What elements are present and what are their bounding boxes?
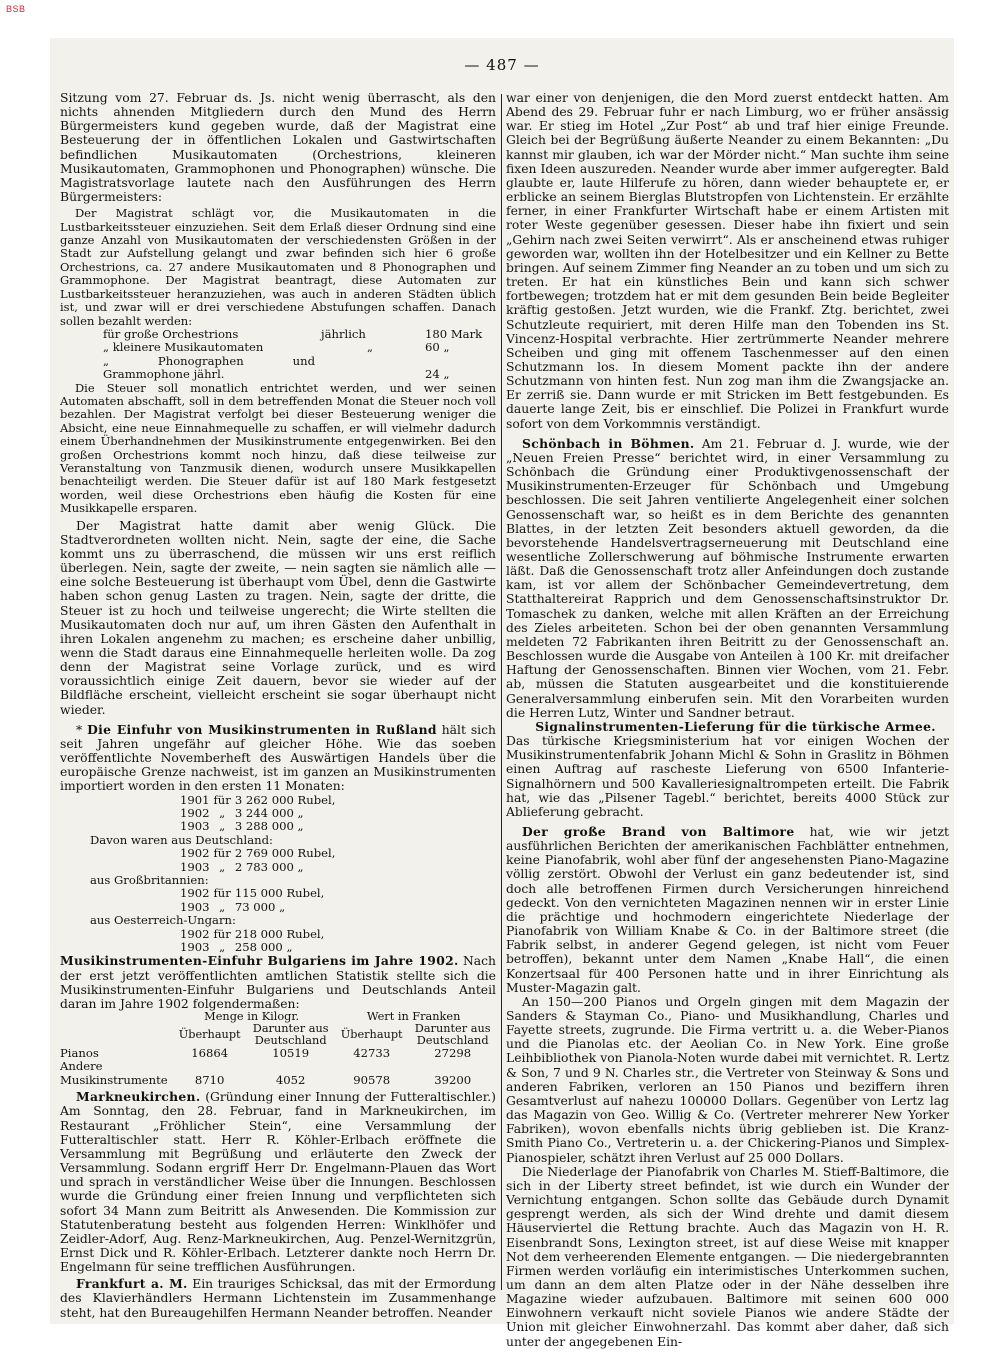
table-row: Menge in Kilogr. Wert in Franken xyxy=(204,1010,461,1024)
section-heading: Schönbach in Böhmen. xyxy=(522,435,695,451)
section-heading: Die Einfuhr von Musikinstrumenten in Rußland xyxy=(87,721,437,737)
article-schoenbach: Schönbach in Böhmen. Am 21. Februar d. J. wurde, wie der „Neuen Freien Presse“ berichtet wird, in einer Versammlung zu Schönbach die Gründung einer Produktivgenossenschaft der Musikinstrumenten-Erzeuger für Schönbach und Umgebung beschlossen. Die seit Jahren ventilierte Angelegenheit einer solchen Genossenschaft war, so heißt es in dem Berichte des genannten Blattes, in der letzten Zeit besonders aktuell geworden, da die bevorstehende Handelsvertragserneuerung mit Deutschland eine wesentliche Zollerschwerung auf böhmische Instrumente erwarten läßt. Daß die Genossenschaft trotz aller Anfeindungen doch zustande kam, ist vor allem der Schönbacher Gemeindevertretung, dem Statthaltereirat Rapprich und dem Genossenschaftsinstruktor Dr. Tomaschek zu danken, welche mit allen Kräften an der Erreichung des Zieles arbeiteten. Schon bei der oben genannten Versammlung meldeten 72 Fabrikanten ihren Beitritt zu der Genossenschaft an. Beschlossen wurde die Ausgabe von Anteilen à 100 Kr. mit dreifacher Haftung der Genossenschaften. Binnen vier Wochen, vom 21. Febr. ab, müssen die Statuten ausgearbeitet und die konstituierende Generalversammlung einberufen sein. Mit den Vorarbeiten wurden die Herren Lutz, Winter und Sandner betraut. xyxy=(506,435,949,720)
scanned-page xyxy=(50,38,954,1349)
article-baltimore: Der große Brand von Baltimore hat, wie wir jetzt ausführlichen Berichten der amerikanischen Fachblätter entnehmen, keine Pianofabrik, wohl aber fünf der angesehensten Piano-Magazine völlig zerstört. Obwohl der Verlust ein ganz bedeutender ist, sind doch alle betroffenen Firmen durch Versicherungen hinreichend gedeckt. Von den vernichteten Magazinen nennen wir in erster Linie die prächtige und hochmodern eingerichtete Niederlage der Pianofabrik von William Knabe & Co. in der Baltimore street (die Fabrik selbst, in anderer Gegend gelegen, ist nicht vom Feuer betroffen), bekannt unter dem Namen „Knabe Hall“, die einen Konzertsaal für 400 Personen hatte und in ihrer Einrichtung als Muster-Magazin galt. xyxy=(506,823,949,995)
article-paragraph: Sitzung vom 27. Februar ds. Js. nicht wenig überrascht, als den nichts ahnenden Mitgliedern durch den Mund des Herrn Bürgermeisters kund gegeben wurde, daß der Magistrat eine Besteuerung der in öffentlichen Lokalen und Gastwirtschaften befindlichen Musikautomaten (Orchestrions, kleineren Musikautomaten, Grammophonen und Phonographen) wünsche. Die Magistratsvorlage lautete nach den Ausführungen des Herrn Bürgermeisters: xyxy=(60,91,496,205)
table-row: 1902 für 218 000 Rubel, xyxy=(180,926,325,941)
article-markneukirchen: Markneukirchen. (Gründung einer Innung der Futteraltischler.) Am Sonntag, den 28. Februar, fand in Markneukirchen, im Restaurant „Fröhlicher Stein“, eine Versammlung der Futteraltischler statt. Herr R. Köhler-Erlbach eröffnete die Versammlung mit Begrüßung und erläuterte den Zweck der Versammlung. Sodann ergriff Herr Dr. Engelmann-Plauen das Wort und sprach in verständlicher Weise über die Innungen. Beschlossen wurde die Gründung einer freien Innung und verpflichteten sich sofort 34 Mann zum Beitritt als Anwesenden. Die Kommission zur Statutenberatung besteht aus folgenden Herren: Winklhöfer und Zeidler-Adorf, Aug. Renz-Markneukirchen, Aug. Penzel-Wernitzgrün, Ernst Dick und R. Köhler-Erlbach. Letzterer dankte noch Herrn Dr. Engelmann für seine trefflichen Ausführungen. xyxy=(60,1089,496,1275)
bulgaria-import-table xyxy=(60,1011,495,1087)
table-row: 1902 für 2 769 000 Rubel, xyxy=(180,846,336,861)
article-russia: * Die Einfuhr von Musikinstrumenten in Rußland hält sich seit Jahren ungefähr auf gleicher Höhe. Wie das soeben veröffentlichte Novemberheft des Auswärtigen Handels über die europäische Grenze nachweist, ist im ganzen an Musikinstrumenten importiert worden in den ersten 11 Monaten: xyxy=(60,721,496,794)
section-heading: Markneukirchen. xyxy=(76,1089,201,1105)
article-paragraph: An 150—200 Pianos und Orgeln gingen mit dem Magazin der Sanders & Stayman Co., Piano- und Musikhandlung, Charles und Fayette streets, zugrunde. Die Firma vertritt u. a. die Weber-Pianos und die Pianolas etc. der Aeolian Co. in New York. Eine große Leihbibliothek von Pianola-Noten wurde dabei mit vernichtet. R. Lertz & Son, 7 und 9 N. Charles str., die Vertreter von Steinway & Sons und anderen Fabriken, verloren an 150 Pianos und beziffern ihren Gesamtverlust auf nahezu 100000 Dollars. Gegenüber von Lertz lag das Magazin von Geo. Willig & Co. (Vertreter mehrerer New Yorker Fabriken), wovon ebenfalls nichts übrig geblieben ist. Die Kranz-Smith Piano Co., Vertreterin u. a. der Chickering-Pianos und Simplex-Pianospieler, schätzt ihren Verlust auf 25 000 Dollars. xyxy=(506,994,949,1165)
table-row: 1903 „ 3 288 000 „ xyxy=(180,819,304,834)
library-watermark: BSB xyxy=(6,4,26,14)
section-heading: Frankfurt a. M. xyxy=(76,1276,188,1292)
article-paragraph: war einer von denjenigen, die den Mord zuerst entdeckt hatten. Am Abend des 29. Februar fuhr er nach Limburg, wo er früher ansässig war. Er stieg im Hotel „Zur Post“ ab und traf hier einige Freunde. Gleich bei der Begrüßung äußerte Neander zu einem Bekannten: „Du kannst mir glauben, ich war der Mörder nicht.“ Man suchte ihm seine fixen Ideen auszureden. Neander wurde aber immer aufgeregter. Bald glaubte er, laute Hilferufe zu hören, dann wieder behauptete er, er erblicke an seinem Bierglas Blutstropfen von Lichtenstein. Er erzählte ferner, in einer Frankfurter Wirtschaft habe er einem Artisten mit roter Weste gegenüber gesessen. Dieser habe ihn fixiert und sein „Gehirn nach zwei Seiten verwirrt“. Als er anscheinend etwas ruhiger geworden war, wollten ihn der Hotelbesitzer und ein Kellner zu Bette bringen. Auf seinem Zimmer fing Neander an zu toben und um sich zu treten. Er hat ein künstliches Bein und kann sich schwer fortbewegen; trotzdem hat er mit dem gesunden Bein beide Begleiter kräftig gestoßen. Jetzt wurden, wie die Frankf. Ztg. berichtet, zwei Schutzleute requiriert, mit deren Hilfe man den Tobenden ins St. Vincenz-Hospital verbrachte. Hier zertrümmerte Neander mehrere Scheiben und ging mit offenem Taschenmesser auf den einen Schutzmann los. In diesem Moment packte ihn der andere Schutzmann von hinten fest. Nun zog man ihm die Zwangsjacke an. Er zerriß sie. Dann wurde er mit Stricken im Bett festgebunden. Es dauerte lange Zeit, bis er einschlief. Die Polizei in Frankfurt wurde sofort von dem Vorkommnis verständigt. xyxy=(506,91,949,431)
table-row: „ Phonographen und Grammophone jährl. 24 „ xyxy=(103,353,450,382)
column-divider xyxy=(501,94,502,1290)
article-paragraph: Die Niederlage der Pianofabrik von Charles M. Stieff-Baltimore, die sich in der Liberty street befindet, ist wie durch ein Wunder der Vernichtung entgangen. Schon sollte das Gebäude durch Dynamit gesprengt werden, als sich der Wind drehte und damit diesem Häuserviertel die Rettung brachte. Auch das Magazin von H. R. Eisenbrandt Sons, Lexington street, ist auf diese Weise mit knapper Not dem verheerenden Elemente entgangen. — Die niedergebrannten Firmen werden vorläufig ein interimistisches Unterkommen suchen, um dann an dem alten Platze oder in der Nähe desselben ihre Magazine wieder aufzubauen. Baltimore mit seinen 600 000 Einwohnern verkauft nicht soviele Pianos wie andere Städte der Union mit gleicher Einwohnerzahl. Das kommt aber daher, daß sich unter der angegebenen Ein- xyxy=(506,1164,949,1349)
section-heading: Signalinstrumenten-Lieferung für die türkische Armee. xyxy=(535,718,936,734)
table-row: 1902 für 115 000 Rubel, xyxy=(180,886,325,901)
table-row: für große Orchestrions jährlich 180 Mark xyxy=(103,326,483,341)
table-row: Davon waren aus Deutschland: xyxy=(90,832,273,847)
quoted-proposal: Der Magistrat schlägt vor, die Musikautomaten in die Lustbarkeitssteuer einzuziehen. Seit dem Erlaß dieser Ordnung sind eine ganze Anzahl von Musikautomaten der verschiedensten Größen in der Stadt zur Aufstellung gelangt und zwar befinden sich hier 6 große Orchestrions, ca. 27 andere Musikautomaten und 8 Phonographen und Grammophone. Der Magistrat beantragt, diese Automaten zur Lustbarkeitssteuer heranzuziehen, was auch in anderen Städten üblich ist, und zwar will er drei verschiedene Abstufungen schaffen. Danach sollen bezahlt werden: xyxy=(60,206,496,328)
table-row: 1901 für 3 262 000 Rubel, xyxy=(180,792,336,807)
table-row: Andere Musikinstrumente 8710 4052 90578 39200 xyxy=(60,1059,472,1087)
table-row: 1902 „ 3 244 000 „ xyxy=(180,805,304,820)
right-column xyxy=(506,91,949,1349)
table-row: 1903 „ 73 000 „ xyxy=(180,899,286,914)
page-number: — 487 — xyxy=(464,56,540,74)
table-row: 1903 „ 2 783 000 „ xyxy=(180,859,304,874)
table-row: Überhaupt Darunter aus Deutschland Überhaupt Darunter aus Deutschland xyxy=(178,1022,491,1048)
article-paragraph: Das türkische Kriegsministerium hat vor einigen Wochen der Musikinstrumentenfabrik Johann Michl & Sohn in Graslitz in Böhmen einen Auftrag auf rascheste Lieferung von 6500 Infanterie-Signalhörnern und 500 Kavalleriesignaltrompeten erteilt. Die Fabrik hat, wie das „Pilsener Tagebl.“ berichtet, bereits 4000 Stück zur Ablieferung gebracht. xyxy=(506,734,949,819)
table-row: Pianos 16864 10519 42733 27298 xyxy=(60,1046,472,1061)
article-frankfurt: Frankfurt a. M. Ein trauriges Schicksal, das mit der Ermordung des Klavierhändlers Hermann Lichtenstein im Zusammenhange steht, hat den Bureaugehilfen Hermann Neander betroffen. Neander xyxy=(60,1276,496,1320)
section-heading: Der große Brand von Baltimore xyxy=(522,823,795,839)
article-paragraph: Der Magistrat hatte damit aber wenig Glück. Die Stadtverordneten wollten nicht. Nein, sagte der eine, die Sache kommt uns zu überraschend, die müssen wir uns erst reiflich überlegen. Nein, sagte der zweite, — nein sagten sie nämlich alle — eine solche Besteuerung ist überhaupt vom Übel, denn die Gastwirte haben schon genug Lasten zu tragen. Nein, sagte der dritte, die Steuer ist zu hoch und teilweise ungerecht; die Wirte stellten die Musikautomaten doch nur auf, um ihren Gästen den Aufenthalt in ihren Lokalen angenehm zu machen; es erscheine daher unbillig, wenn die Stadt daraus eine Einnahmequelle herleiten wolle. Da zog denn der Magistrat seine Vorlage zurück, und es wird voraussichtlich einige Zeit dauern, bevor sie wieder auf der Bildfläche erscheint, vielleicht erscheint sie sogar überhaupt nicht wieder. xyxy=(60,518,496,717)
table-row: aus Großbritannien: xyxy=(90,873,209,887)
article-bulgaria: Musikinstrumenten-Einfuhr Bulgariens im Jahre 1902. Nach der erst jetzt veröffentlichten amtlichen Statistik stellte sich die Musikinstrumenten-Einfuhr Bulgariens und Deutschlands Anteil daran im Jahre 1902 folgendermaßen: xyxy=(60,953,496,1011)
asterisk-mark: * xyxy=(76,722,83,737)
table-row: 1903 „ 258 000 „ xyxy=(180,940,293,955)
russia-import-table xyxy=(60,794,337,955)
table-row: „ kleinere Musikautomaten „ 60 „ xyxy=(103,340,450,355)
tax-rates-table xyxy=(100,328,485,382)
quoted-proposal: Die Steuer soll monatlich entrichtet werden, und wer seinen Automaten abschafft, soll in dem betreffenden Monat die Steuer noch voll bezahlen. Der Magistrat verfolgt bei dieser Besteuerung weniger die Absicht, eine neue Einnahmequelle zu schaffen, er will vielmehr dadurch einem Überhandnehmen der Musikinstrumente entgegenwirken. Bei den großen Orchestrions kommt noch hinzu, daß diese teilweise zur Veranstaltung von Tanzmusik dienen, wodurch unsere Musikkapellen benachteiligt werden. Die Steuer dafür ist auf 180 Mark festgesetzt worden, weil diese Orchestrions eben häufig die Kosten für eine Musikkapelle ersparen. xyxy=(60,380,496,516)
section-heading: Musikinstrumenten-Einfuhr Bulgariens im Jahre 1902. xyxy=(60,953,459,969)
table-row: aus Oesterreich-Ungarn: xyxy=(90,913,236,928)
left-column xyxy=(60,91,496,1320)
